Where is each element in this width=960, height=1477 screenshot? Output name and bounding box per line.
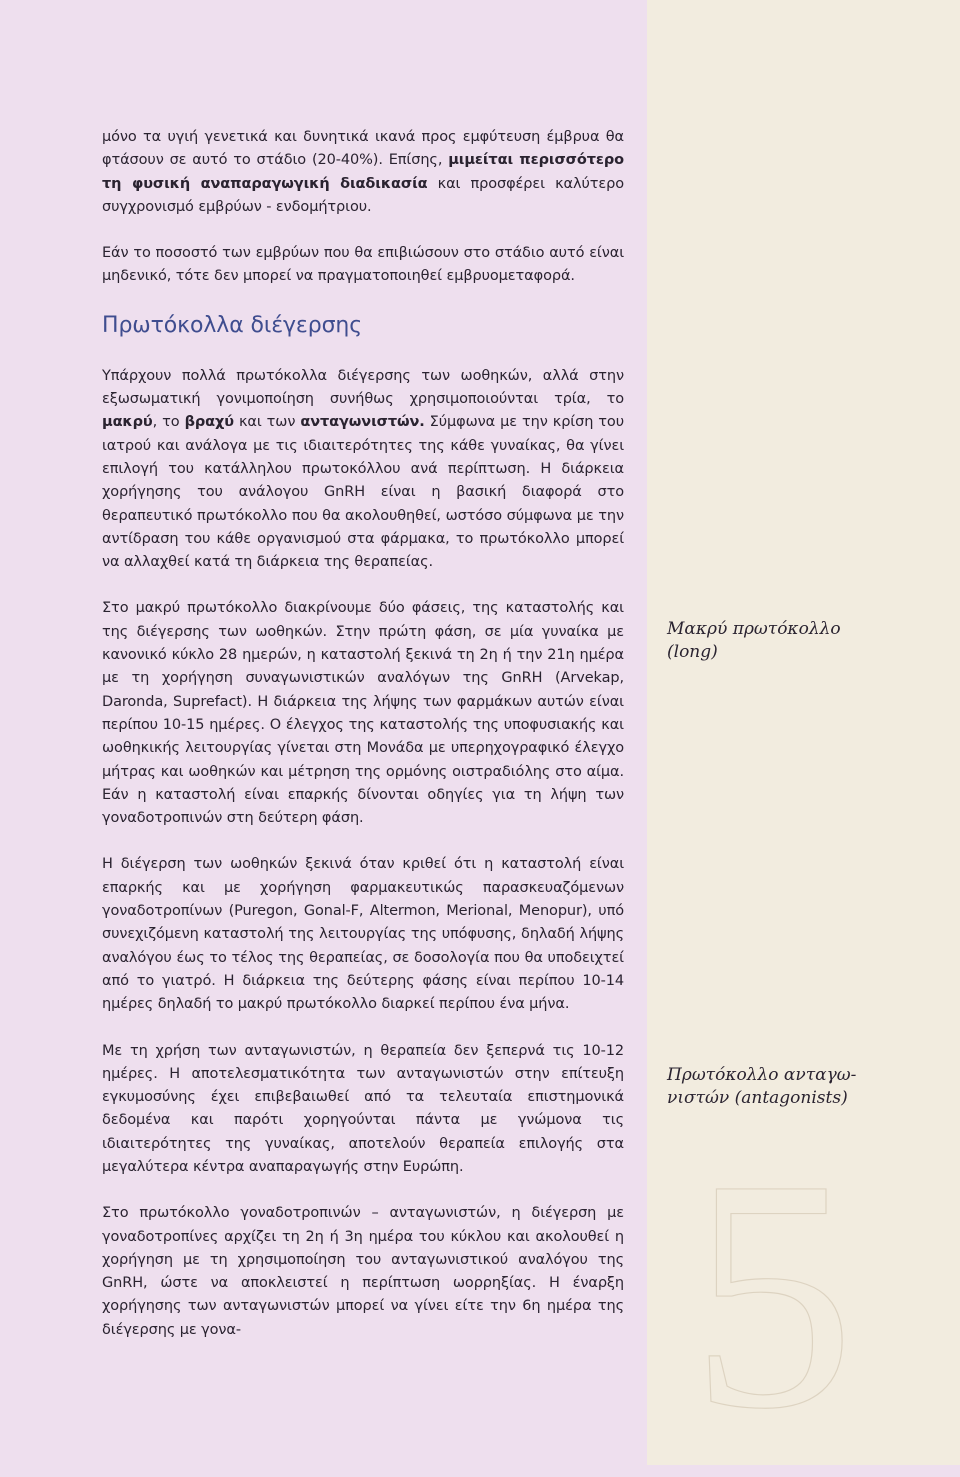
paragraph: Εάν το ποσοστό των εμβρύων που θα επιβιώσουν στο στάδιο αυτό είναι μηδενικό, τότε δεν μπορεί να πραγματοποιηθεί εμβρυομεταφορά.: [102, 245, 624, 285]
main-text: [102, 126, 624, 1365]
sidenote-line: νιστών (antagonists): [667, 1088, 848, 1108]
paragraph: [102, 365, 624, 575]
text: και προσφέρει καλύτερο συγχρονισμό εμβρύων - ενδομήτριου.: [102, 175, 624, 215]
sidenote-line: (long): [667, 642, 718, 662]
text: και των: [233, 414, 301, 431]
text: Σύμφωνα με την κρίση του ιατρού και ανάλογα με τις ιδιαιτερότητες της κάθε γυναίκας, θα γίνει επιλογή του κατάλληλου πρωτοκόλλου ανά περίπτωση. Η διάρκεια χορήγησης του ανάλογου GnRH είναι η βασική διαφορά στο θεραπευτικό πρωτόκολλο που θα ακολουθηθεί, ωστόσο σύμφωνα με την αντίδραση του κάθε οργανισμού στα φάρμακα, το πρωτόκολλο μπορεί να αλλαχθεί κατά τη διάρκεια της θεραπείας.: [102, 414, 624, 571]
bold-text: μακρύ: [102, 414, 153, 431]
chapter-number: 5: [690, 1112, 855, 1477]
sidenote-line: Μακρύ πρωτόκολλο: [667, 619, 841, 639]
bold-text: ανταγωνιστών.: [300, 414, 425, 431]
sidenote-line: Πρωτόκολλο ανταγω-: [667, 1065, 857, 1085]
paragraph: Στο μακρύ πρωτόκολλο διακρίνουμε δύο φάσεις, της καταστολής και της διέγερσης των ωοθηκών. Στην πρώτη φάση, σε μία γυναίκα με κανονικό κύκλο 28 ημερών, η καταστολή ξεκινά τη 2η ή την 21η ημέρα με τη χορήγηση συναγωνιστικών αναλόγων της GnRH (Arvekap, Daronda, Suprefact). Η διάρκεια της λήψης των φαρμάκων αυτών είναι περίπου 10-15 ημέρες. Ο έλεγχος της καταστολής της υποφυσιακής και ωοθηκικής λειτουργίας γίνεται στη Μονάδα με υπερηχογραφικό έλεγχο μήτρας και ωοθηκών και μέτρηση της ορμόνης οιστραδιόλης στο αίμα. Εάν η καταστολή είναι επαρκής δίνονται οδηγίες για τη λήψη των γοναδοτροπινών στη δεύτερη φάση.: [102, 600, 624, 827]
sidenote-long: [667, 618, 857, 664]
paragraph: Με τη χρήση των ανταγωνιστών, η θεραπεία δεν ξεπερνά τις 10-12 ημέρες. Η αποτελεσματικότητα των ανταγωνιστών στην επίτευξη εγκυμοσύνης έχει επιβεβαιωθεί από τα τελευταία επιστημονικά δεδομένα και παρότι χορηγούνται πάντα με γνώμονα τις ιδιαιτερότητες της γυναίκας, αποτελούν θεραπεία επιλογής στα μεγαλύτερα κέντρα αναπαραγωγής στην Ευρώπη.: [102, 1042, 624, 1175]
paragraph: [102, 126, 624, 219]
paragraph: Στο πρωτόκολλο γοναδοτροπινών – ανταγωνιστών, η διέγερση με γοναδοτροπίνες αρχίζει τη 2η ή 3η ημέρα του κύκλου και ακολουθεί η χορήγηση με τη χρησιμοποίηση του ανταγωνιστικού αναλόγου της GnRH, ώστε να αποκλειστεί η περίπτωση ωορρηξίας. Η έναρξη χορήγησης των ανταγωνιστών μπορεί να γίνει είτε την 6η ημέρα της διέγερσης με γονα-: [102, 1205, 624, 1338]
text: , το: [152, 414, 185, 431]
bold-text: βραχύ: [184, 414, 234, 431]
sidenote-antagonists: [667, 1064, 857, 1110]
section-heading: Πρωτόκολλα διέγερσης: [102, 312, 363, 338]
text: μόνο τα υγιή γενετικά και δυνητικά ικανά προς εμφύτευση έμβρυα θα φτάσουν σε αυτό το στάδιο (20-40%). Επίσης,: [102, 129, 624, 169]
text: Υπάρχουν πολλά πρωτόκολλα διέγερσης των ωοθηκών, αλλά στην εξωσωματική γονιμοποίηση συνήθως χρησιμοποιούνται τρία, το: [102, 367, 624, 408]
bold-text: μιμείται περισσότερο τη φυσική αναπαραγωγική διαδικασία: [102, 152, 624, 192]
paragraph: Η διέγερση των ωοθηκών ξεκινά όταν κριθεί ότι η καταστολή είναι επαρκής και με χορήγηση φαρμακευτικώς παρασκευαζόμενων γοναδοτροπίνων (Puregon, Gonal-F, Altermon, Merional, Menopur), υπό συνεχιζόμενη καταστολή της λειτουργίας της υπόφυσης, δηλαδή λήψης αναλόγου έως το τέλος της θεραπείας, σε δοσολογία που θα υποδειχτεί από το γιατρό. Η διάρκεια της δεύτερης φάσης είναι περίπου 10-14 ημέρες δηλαδή το μακρύ πρωτόκολλο διαρκεί περίπου ένα μήνα.: [102, 856, 624, 1013]
